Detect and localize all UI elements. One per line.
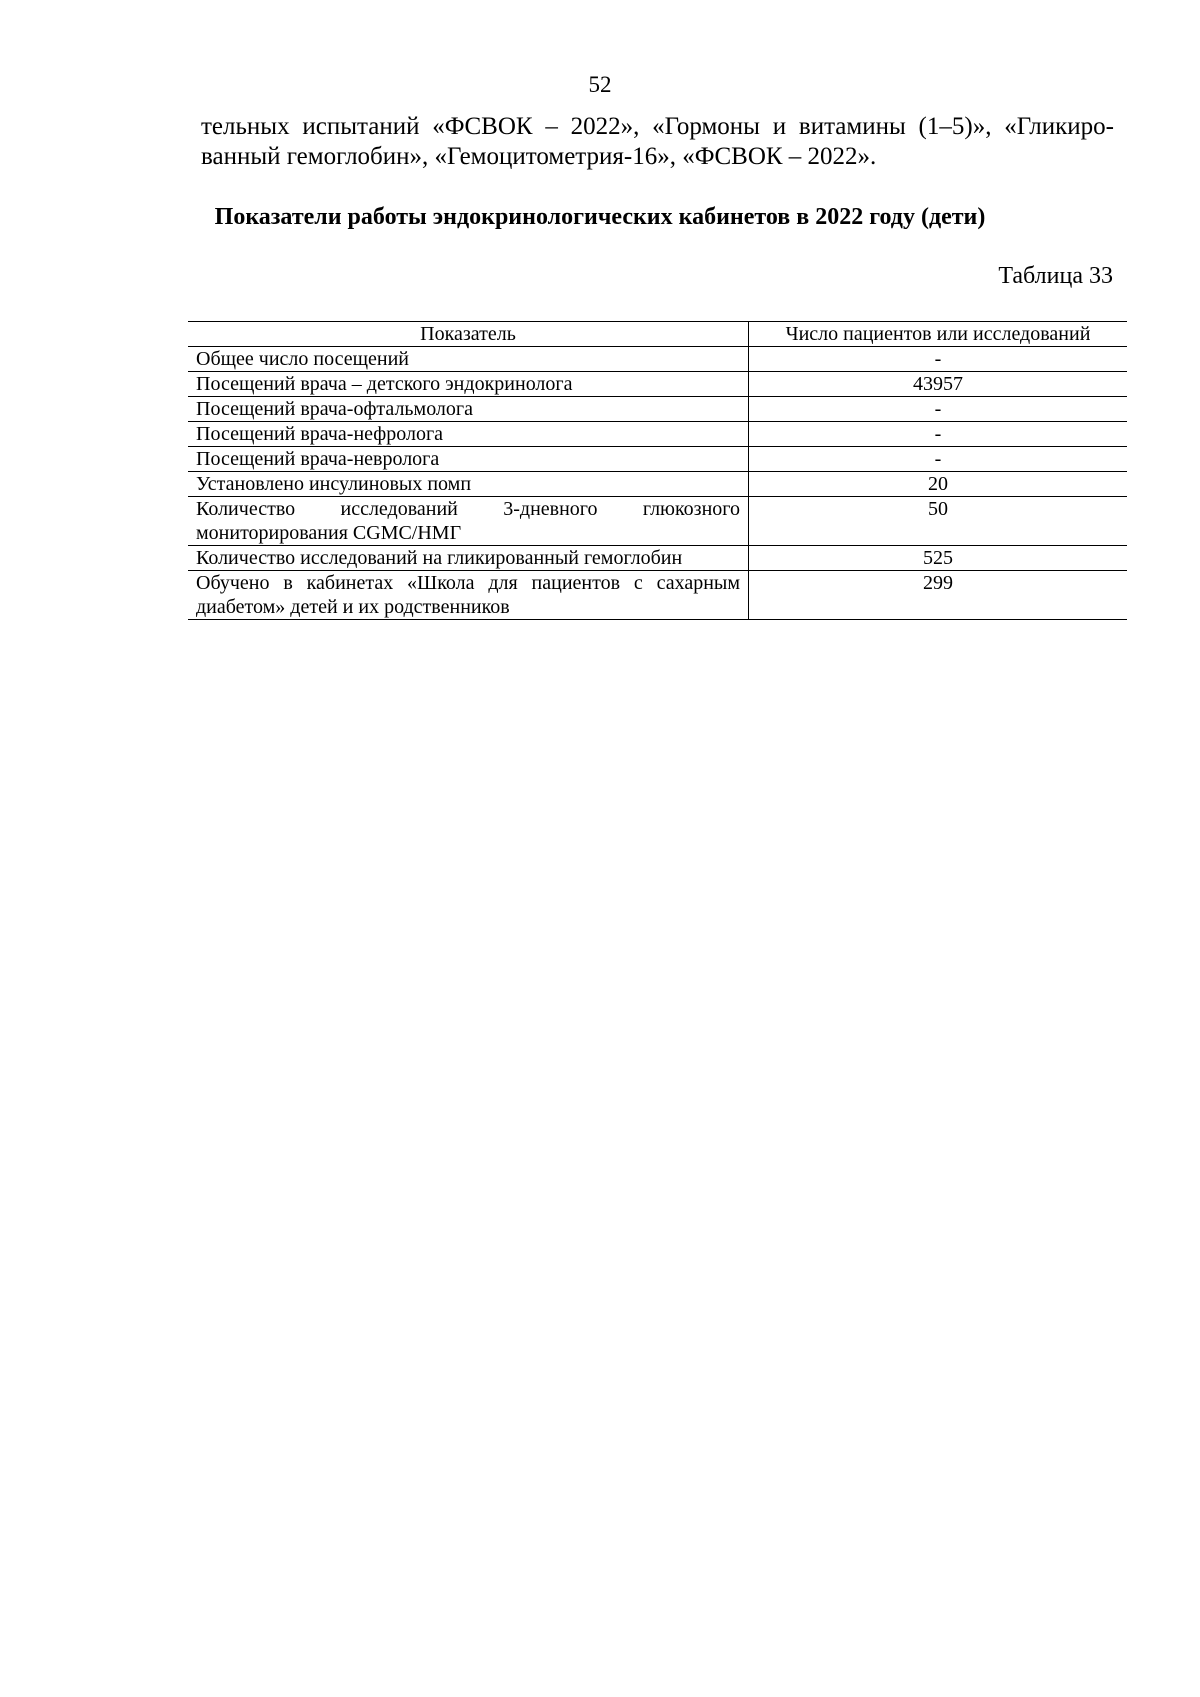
row-label: Обучено в кабинетах «Школа для пациентов с сахарным диабетом» детей и их родственников	[188, 571, 749, 620]
page-number: 52	[588, 72, 612, 97]
row-value: 20	[749, 472, 1128, 497]
table-row	[188, 447, 1127, 472]
row-label: Установлено инсулиновых помп	[188, 472, 749, 497]
row-value: -	[749, 422, 1128, 447]
table-header-row	[188, 322, 1127, 347]
table-row	[188, 372, 1127, 397]
table-heading: Показатели работы эндокринологических кабинетов в 2022 году (дети)	[214, 204, 986, 230]
row-value: 43957	[749, 372, 1128, 397]
row-label: Посещений врача-нефролога	[188, 422, 749, 447]
row-value: 50	[749, 497, 1128, 546]
row-label: Посещений врача-офтальмолога	[188, 397, 749, 422]
row-label: Посещений врача-невролога	[188, 447, 749, 472]
row-value: 299	[749, 571, 1128, 620]
row-value: -	[749, 397, 1128, 422]
header-indicator: Показатель	[188, 322, 749, 347]
row-label: Общее число посещений	[188, 347, 749, 372]
table-row	[188, 571, 1127, 620]
row-value: 525	[749, 546, 1128, 571]
table-row	[188, 397, 1127, 422]
row-label: Количество исследований 3-дневного глюкозного мониторирования CGMC/НМГ	[188, 497, 749, 546]
row-value: -	[749, 447, 1128, 472]
table-row	[188, 347, 1127, 372]
endocrinology-table	[188, 321, 1127, 620]
row-value: -	[749, 347, 1128, 372]
table-row	[188, 497, 1127, 546]
intro-line-1: тельных испытаний «ФСВОК – 2022», «Гормоны и витамины (1–5)», «Гликиро-	[201, 113, 1114, 140]
table-row	[188, 472, 1127, 497]
intro-line-2: ванный гемоглобин», «Гемоцитометрия-16», «ФСВОК – 2022».	[201, 143, 877, 170]
header-count: Число пациентов или исследований	[749, 322, 1128, 347]
row-label: Количество исследований на гликированный гемоглобин	[188, 546, 749, 571]
table-row	[188, 546, 1127, 571]
row-label: Посещений врача – детского эндокринолога	[188, 372, 749, 397]
table-row	[188, 422, 1127, 447]
intro-paragraph	[201, 112, 1114, 172]
table-label: Таблица 33	[998, 263, 1113, 289]
